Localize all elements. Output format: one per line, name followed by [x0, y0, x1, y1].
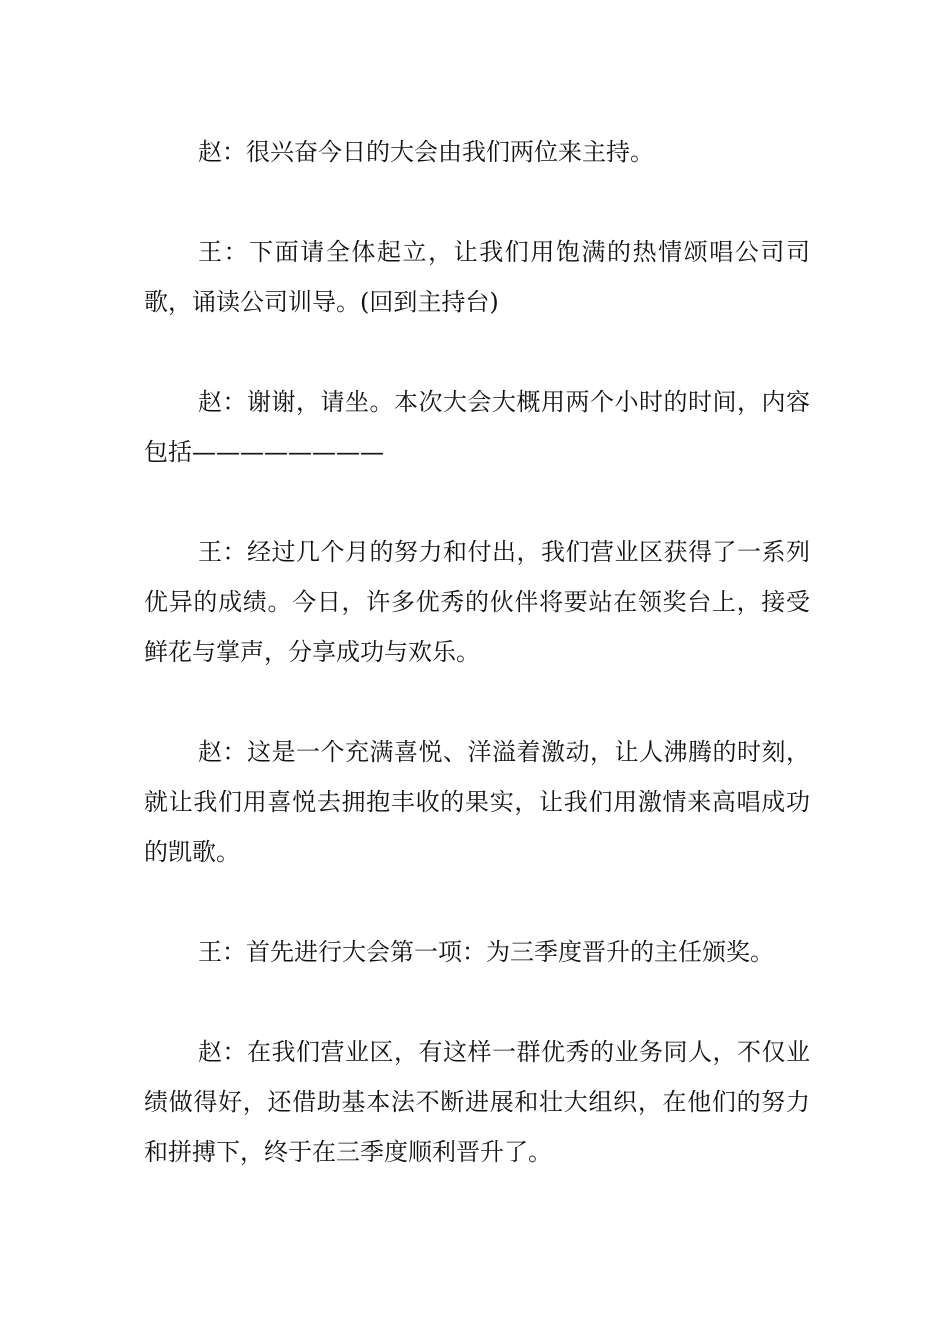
document-body — [144, 127, 810, 1177]
dialogue-paragraph-7: 赵：在我们营业区，有这样一群优秀的业务同人，不仅业绩做得好，还借助基本法不断进展和壮大组织，在他们的努力和拼搏下，终于在三季度顺利晋升了。 — [144, 1038, 810, 1166]
dialogue-paragraph-3: 赵：谢谢，请坐。本次大会大概用两个小时的时间，内容包括———————— — [144, 388, 810, 466]
dialogue-paragraph-2: 王：下面请全体起立，让我们用饱满的热情颂唱公司司歌，诵读公司训导。(回到主持台) — [144, 238, 810, 316]
dialogue-paragraph-6: 王：首先进行大会第一项：为三季度晋升的主任颁奖。 — [198, 938, 774, 966]
dialogue-paragraph-4: 王：经过几个月的努力和付出，我们营业区获得了一系列优异的成绩。今日，许多优秀的伙伴将要站在领奖台上，接受鲜花与掌声，分享成功与欢乐。 — [144, 538, 810, 666]
dialogue-paragraph-1: 赵：很兴奋今日的大会由我们两位来主持。 — [198, 138, 654, 166]
dialogue-paragraph-5: 赵：这是一个充满喜悦、洋溢着激动，让人沸腾的时刻，就让我们用喜悦去拥抱丰收的果实，让我们用激情来高唱成功的凯歌。 — [144, 738, 810, 866]
